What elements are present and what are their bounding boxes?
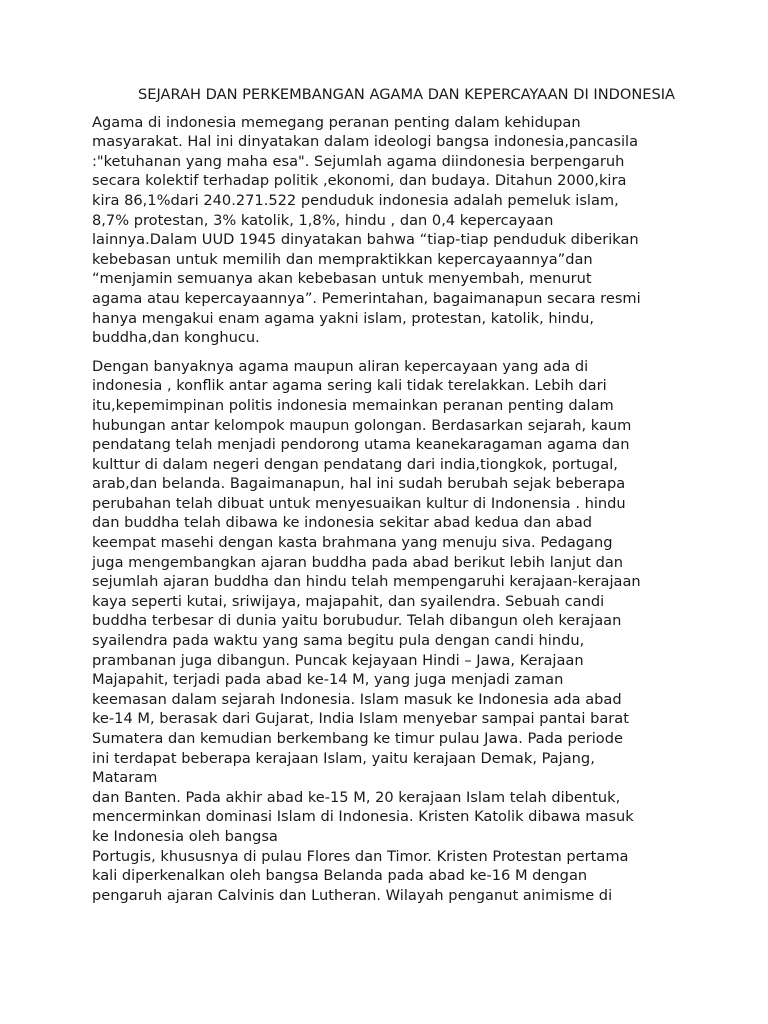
paragraph-line: :"ketuhanan yang maha esa". Sejumlah agama diindonesia berpengaruh <box>92 152 625 170</box>
document-body <box>92 113 682 906</box>
paragraph-line: secara kolektif terhadap politik ,ekonomi, dan budaya. Ditahun 2000,kira <box>92 172 627 190</box>
paragraph-line: lainnya.Dalam UUD 1945 dinyatakan bahwa “tiap-tiap penduduk diberikan <box>92 231 639 249</box>
paragraph-line: dan buddha telah dibawa ke indonesia sekitar abad kedua dan abad <box>92 514 593 532</box>
paragraph-line: ke-14 M, berasak dari Gujarat, India Islam menyebar sampai pantai barat <box>92 710 629 728</box>
paragraph-line: arab,dan belanda. Bagaimanapun, hal ini sudah berubah sejak beberapa <box>92 475 626 493</box>
paragraph-line: prambanan juga dibangun. Puncak kejayaan Hindi – Jawa, Kerajaan <box>92 651 584 669</box>
paragraph-1 <box>92 113 682 348</box>
paragraph-line: juga mengembangkan ajaran buddha pada abad berikut lebih lanjut dan <box>92 553 624 571</box>
paragraph-line: pendatang telah menjadi pendorong utama keanekaragaman agama dan <box>92 436 630 454</box>
paragraph-line: mencerminkan dominasi Islam di Indonesia. Kristen Katolik dibawa masuk <box>92 808 634 826</box>
paragraph-line: ini terdapat beberapa kerajaan Islam, yaitu kerajaan Demak, Pajang, <box>92 749 595 767</box>
paragraph-line: indonesia , konflik antar agama sering kali tidak terelakkan. Lebih dari <box>92 377 607 395</box>
paragraph-line: pengaruh ajaran Calvinis dan Lutheran. Wilayah penganut animisme di <box>92 886 613 904</box>
paragraph-line: kebebasan untuk memilih dan mempraktikkan kepercayaannya”dan <box>92 250 593 268</box>
document-page <box>92 85 682 914</box>
document-title: SEJARAH DAN PERKEMBANGAN AGAMA DAN KEPERCAYAAN DI INDONESIA <box>138 86 676 103</box>
paragraph-line: hanya mengakui enam agama yakni islam, protestan, katolik, hindu, <box>92 309 595 327</box>
paragraph-line: Mataram <box>92 769 158 787</box>
paragraph-line: agama atau kepercayaannya”. Pemerintahan, bagaimanapun secara resmi <box>92 289 641 307</box>
paragraph-line: perubahan telah dibuat untuk menyesuaikan kultur di Indonensia . hindu <box>92 494 626 512</box>
paragraph-line: masyarakat. Hal ini dinyatakan dalam ideologi bangsa indonesia,pancasila <box>92 133 639 151</box>
paragraph-line: Dengan banyaknya agama maupun aliran kepercayaan yang ada di <box>92 357 589 375</box>
paragraph-line: “menjamin semuanya akan kebebasan untuk menyembah, menurut <box>92 270 592 288</box>
paragraph-line: keempat masehi dengan kasta brahmana yang menuju siva. Pedagang <box>92 534 613 552</box>
paragraph-line: kira 86,1%dari 240.271.522 penduduk indonesia adalah pemeluk islam, <box>92 191 619 209</box>
paragraph-line: kulttur di dalam negeri dengan pendatang dari india,tiongkok, portugal, <box>92 455 618 473</box>
paragraph-line: 8,7% protestan, 3% katolik, 1,8%, hindu , dan 0,4 kepercayaan <box>92 211 554 229</box>
paragraph-line: Majapahit, terjadi pada abad ke-14 M, yang juga menjadi zaman <box>92 671 564 689</box>
paragraph-line: sejumlah ajaran buddha dan hindu telah mempengaruhi kerajaan-kerajaan <box>92 573 641 591</box>
paragraph-line: ke Indonesia oleh bangsa <box>92 827 278 845</box>
paragraph-line: Portugis, khususnya di pulau Flores dan Timor. Kristen Protestan pertama <box>92 847 629 865</box>
paragraph-line: buddha,dan konghucu. <box>92 329 260 347</box>
paragraph-line: itu,kepemimpinan politis indonesia memainkan peranan penting dalam <box>92 396 614 414</box>
paragraph-line: kaya seperti kutai, sriwijaya, majapahit, dan syailendra. Sebuah candi <box>92 592 605 610</box>
paragraph-line: hubungan antar kelompok maupun golongan. Berdasarkan sejarah, kaum <box>92 416 632 434</box>
paragraph-line: keemasan dalam sejarah Indonesia. Islam masuk ke Indonesia ada abad <box>92 690 622 708</box>
paragraph-line: buddha terbesar di dunia yaitu borubudur. Telah dibangun oleh kerajaan <box>92 612 622 630</box>
paragraph-line: kali diperkenalkan oleh bangsa Belanda pada abad ke-16 M dengan <box>92 867 588 885</box>
paragraph-line: dan Banten. Pada akhir abad ke-15 M, 20 kerajaan Islam telah dibentuk, <box>92 788 621 806</box>
paragraph-2 <box>92 357 682 906</box>
paragraph-line: syailendra pada waktu yang sama begitu pula dengan candi hindu, <box>92 632 585 650</box>
paragraph-line: Sumatera dan kemudian berkembang ke timur pulau Jawa. Pada periode <box>92 730 623 747</box>
paragraph-line: Agama di indonesia memegang peranan penting dalam kehidupan <box>92 113 581 131</box>
